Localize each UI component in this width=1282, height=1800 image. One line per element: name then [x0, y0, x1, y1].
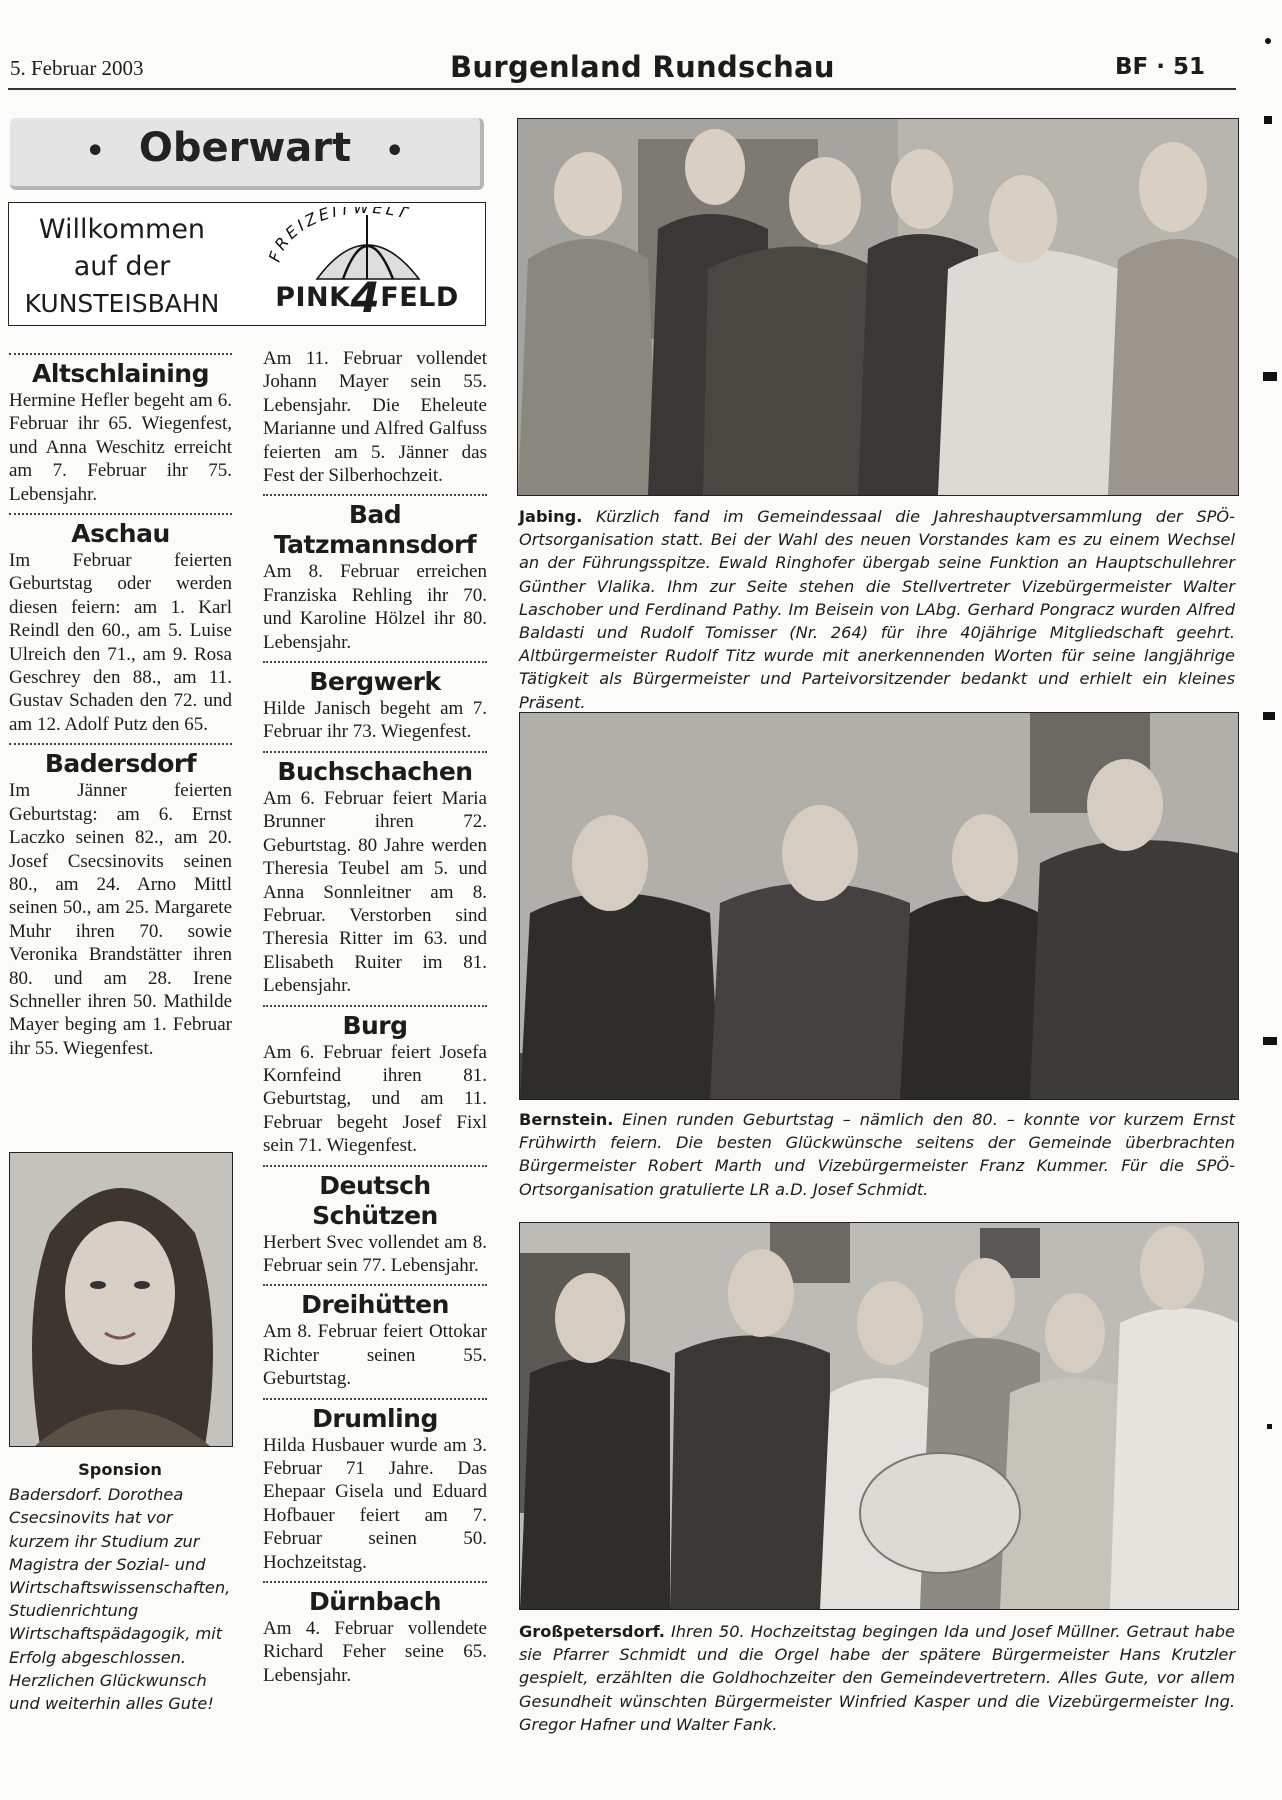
- intro-text: Am 11. Februar vollendet Johann Mayer sein 55. Lebensjahr. Die Eheleute Marianne und Alfred Galfuss feierten am 5. Jänner das Fest der Silberhochzeit.: [263, 348, 487, 487]
- separator-dot: ·: [1156, 54, 1166, 80]
- town-text: Am 8. Februar feiert Ottokar Richter seinen 55. Geburtstag.: [263, 1321, 487, 1390]
- divider: [263, 1005, 487, 1007]
- page-date: 5. Februar 2003: [10, 56, 144, 80]
- sponsion-heading: Sponsion: [78, 1460, 162, 1479]
- ad-text: [9, 211, 235, 322]
- section-title: [10, 125, 480, 171]
- scan-mark: [1263, 712, 1275, 720]
- logo-word-right: FELD: [380, 282, 459, 313]
- town-text: Am 6. Februar feiert Josefa Kornfeind ihren 81. Geburtstag, und am 11. Februar begeht Josef Fixl sein 71. Wiegenfest.: [263, 1041, 487, 1157]
- group-photo-image: [520, 713, 1238, 1099]
- divider: [9, 743, 232, 745]
- town-text: Am 6. Februar feiert Maria Brunner ihren 72. Geburtstag. 80 Jahre werden Theresia Teubel am 5. und Anna Sonnleitner am 8. Februar. Verstorben sind Theresia Ritter im 63. und Elisabeth Ruiter im 81. Lebensjahr.: [263, 787, 487, 997]
- divider: [9, 513, 232, 515]
- scan-mark: [1263, 372, 1277, 381]
- town-text: Herbert Svec vollendet am 8. Februar sein 77. Lebensjahr.: [263, 1231, 487, 1276]
- town-text: Im Februar feierten Geburtstag oder werden diesen feiern: am 1. Karl Reindl den 60., am 5. Luise Ulreich den 71., am 9. Rosa Geschrey den 88., am 11. Gustav Schaden den 72. und am 12. Adolf Putz den 65.: [9, 550, 232, 735]
- page-number-value: 51: [1173, 54, 1206, 80]
- section-banner: [10, 118, 484, 190]
- caption-text: Kürzlich fand im Gemeindessaal die Jahreshauptversammlung der SPÖ-Ortsorganisation statt. Bei der Wahl des neuen Vorstandes kam es zu einem Wechsel an der Führungsspitze. Ewald Ringhofer übergab seine Funktion an Hauptschullehrer Günther Vlalika. Ihm zur Seite stehen die Stellvertreter Vizebürgermeister Walter Laschober und Ferdinand Pathy. Im Beisein von LAbg. Gerhard Pongracz wurden Alfred Baldasti und Rudolf Tomisser (Nr. 264) für ihre 40jährige Mitgliedschaft geehrt. Altbürgermeister Rudolf Titz wurde mit anerkennenden Worten für seine langjährige Tätigkeit als Bürgermeister und Parteivorsitzender bedankt und erhielt ein kleines Präsent.: [519, 507, 1235, 712]
- scan-mark: [1264, 116, 1272, 124]
- column-1: [9, 350, 232, 1060]
- town-heading: Bergwerk: [309, 667, 441, 697]
- divider: [263, 751, 487, 753]
- caption-text: Ihren 50. Hochzeitstag begingen Ida und Josef Müllner. Getraut habe sie Pfarrer Schmidt und die Orgel habe der spätere Bürgermeister Hans Krutzler gespielt, erzählten die Goldhochzeiter den Gemeindevertretern. Alles Gute, vor allem Gesundheit wünschten Bürgermeister Winfried Kasper und die Vizebürgermeister Ing. Gregor Hafner und Walter Fank.: [519, 1622, 1235, 1734]
- group-photo-image: [518, 119, 1238, 495]
- town-heading: Burg: [342, 1010, 408, 1040]
- divider: [263, 1165, 487, 1167]
- ad-line-kunsteisbahn: KUNSTEISBAHN: [24, 289, 220, 318]
- town-text: Im Jänner feierten Geburtstag: am 6. Ernst Laczko seinen 82., am 20. Josef Csecsinovits seinen 80., am 24. Arno Mittl seinen 50., am 25. Margarete Muhr ihren 70. sowie Veronika Brandstätter ihren 80. und am 28. Irene Schneller ihren 50. Mathilde Mayer beging am 1. Februar ihr 55. Wiegenfest.: [9, 780, 232, 1059]
- column-2: [263, 347, 487, 1687]
- town-text: Am 8. Februar erreichen Franziska Rehling ihr 70. und Karoline Hölzel ihr 80. Lebensjahr.: [263, 561, 487, 653]
- town-heading: Buchschachen: [277, 756, 473, 786]
- town-heading: Dreihütten: [301, 1290, 449, 1320]
- bullet-right: •: [385, 134, 405, 169]
- town-text: Hilda Husbauer wurde am 3. Februar 71 Jahre. Das Ehepaar Gisela und Eduard Hofbauer feiert am 7. Februar seinen 50. Hochzeitstag.: [263, 1434, 487, 1573]
- town-heading: Aschau: [71, 519, 170, 549]
- photo-jabing: [517, 118, 1239, 496]
- divider: [263, 1581, 487, 1583]
- header-rule: [8, 88, 1236, 90]
- freizeitwelt-pinkafeld-logo: [259, 207, 475, 322]
- town-heading: Drumling: [312, 1403, 438, 1433]
- section-title-text: Oberwart: [138, 125, 352, 171]
- scan-mark: [1267, 1424, 1272, 1429]
- town-heading: Dürnbach: [308, 1587, 442, 1617]
- town-heading: Deutsch Schützen: [312, 1170, 438, 1230]
- sponsion-caption: [9, 1458, 231, 1715]
- scan-mark: [1265, 38, 1271, 44]
- caption-place: Bernstein.: [519, 1110, 614, 1129]
- divider: [263, 661, 487, 663]
- town-heading: Bad Tatzmannsdorf: [273, 500, 477, 560]
- photo-caption-grosspetersdorf: [519, 1620, 1235, 1736]
- caption-text: Einen runden Geburtstag – nämlich den 80. – konnte vor kurzem Ernst Frühwirth feiern. Die besten Glückwünsche seitens der Gemeinde überbrachten Bürgermeister Robert Marth und Vizebürgermeister Franz Kummer. Für die SPÖ-Ortsorganisation gratulierte LR a.D. Josef Schmidt.: [519, 1110, 1235, 1199]
- logo-wordmark: [259, 273, 475, 322]
- divider: [263, 494, 487, 496]
- divider: [263, 1284, 487, 1286]
- town-text: Hilde Janisch begeht am 7. Februar ihr 73. Wiegenfest.: [263, 698, 487, 743]
- photo-caption-bernstein: [519, 1108, 1235, 1201]
- logo-numeral: 4: [350, 273, 381, 322]
- photo-grosspetersdorf: [519, 1222, 1239, 1610]
- page-number: [1115, 54, 1205, 80]
- edition-label: BF: [1115, 54, 1149, 80]
- ad-box: [8, 202, 486, 326]
- portrait-photo: [9, 1152, 233, 1447]
- logo-word-left: PINK: [275, 282, 351, 313]
- group-photo-image: [520, 1223, 1238, 1609]
- bullet-left: •: [85, 134, 105, 169]
- divider: [9, 353, 232, 355]
- photo-bernstein: [519, 712, 1239, 1100]
- sponsion-text: Badersdorf. Dorothea Csecsinovits hat vor kurzem ihr Studium zur Magistra der Sozial- und Wirtschaftswissenschaften, Studienrichtung Wirtschaftspädagogik, mit Erfolg abgeschlossen. Herzlichen Glückwunsch und weiterhin alles Gute!: [9, 1485, 231, 1714]
- town-text: Hermine Hefler begeht am 6. Februar ihr 65. Wiegenfest, und Anna Weschitz erreicht am 7. Februar ihr 75. Lebensjahr.: [9, 390, 232, 505]
- town-text: Am 4. Februar vollendete Richard Feher seine 65. Lebensjahr.: [263, 1618, 487, 1686]
- divider: [263, 1398, 487, 1400]
- ad-line-auf: auf der: [73, 251, 171, 282]
- portrait-image: [10, 1153, 232, 1446]
- town-heading: Altschlaining: [32, 359, 209, 388]
- ad-line-welcome: Willkommen: [38, 214, 206, 245]
- photo-caption-jabing: [519, 505, 1235, 714]
- scan-mark: [1263, 1037, 1277, 1045]
- logo-arc-text: FREIZEITWELT: [264, 207, 413, 265]
- town-heading: Badersdorf: [44, 749, 197, 779]
- newspaper-title: Burgenland Rundschau: [450, 50, 835, 84]
- caption-place: Jabing.: [519, 507, 583, 526]
- caption-place: Großpetersdorf.: [519, 1622, 665, 1641]
